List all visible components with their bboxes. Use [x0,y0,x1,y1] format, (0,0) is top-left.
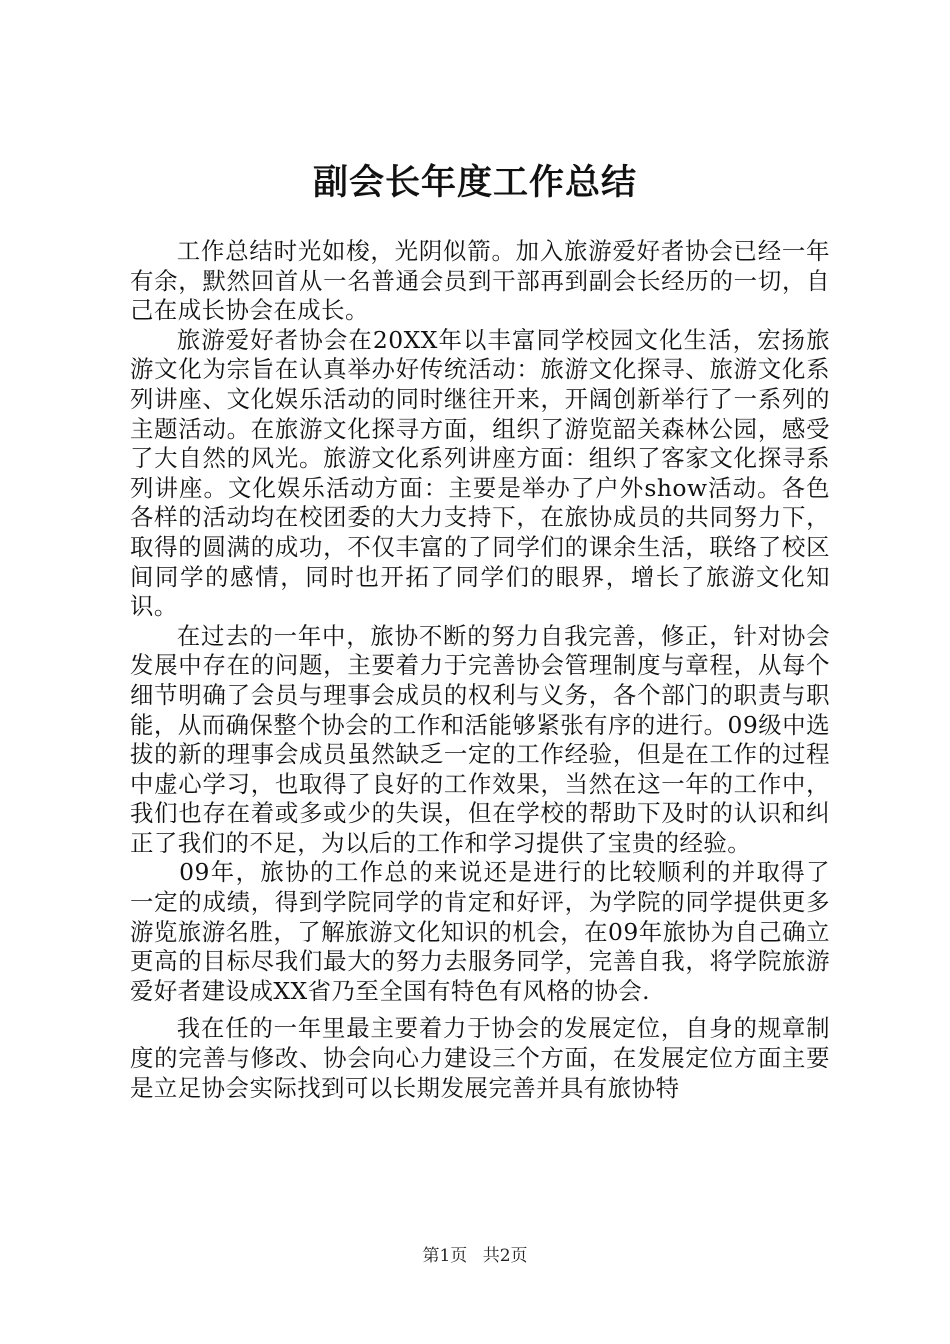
page-footer [0,1245,950,1267]
page-number: 第1页 [422,1246,468,1266]
paragraph-activities: 旅游爱好者协会在20XX年以丰富同学校园文化生活，宏扬旅游文化为宗旨在认真举办好传统活动：旅游文化探寻、旅游文化系列讲座、文化娱乐活动的同时继往开来，开阔创新举行了一系列的主题活动。在旅游文化探寻方面，组织了游览韶关森林公园，感受了大自然的风光。旅游文化系列讲座方面：组织了客家文化探寻系列讲座。文化娱乐活动方面：主要是举办了户外show活动。各色各样的活动均在校团委的大力支持下，在旅协成员的共同努力下，取得的圆满的成功，不仅丰富的了同学们的课余生活，联络了校区间同学的感情，同时也开拓了同学们的眼界，增长了旅游文化知识。 [130,325,830,621]
page-total: 共2页 [482,1246,528,1266]
document-body [130,237,830,1103]
paragraph-achievements: 09年，旅协的工作总的来说还是进行的比较顺利的并取得了一定的成绩，得到学院同学的肯定和好评，为学院的同学提供更多游览旅游名胜，了解旅游文化知识的机会，在09年旅协为自己确立更高的目标尽我们最大的努力去服务同学，完善自我，将学院旅游爱好者建设成XX省乃至全国有特色有风格的协会. [130,858,830,1005]
paragraph-improvement: 在过去的一年中，旅协不断的努力自我完善，修正，针对协会发展中存在的问题，主要着力于完善协会管理制度与章程，从每个细节明确了会员与理事会成员的权利与义务，各个部门的职责与职能，从而确保整个协会的工作和活能够紧张有序的进行。09级中选拔的新的理事会成员虽然缺乏一定的工作经验，但是在工作的过程中虚心学习，也取得了良好的工作效果，当然在这一年的工作中，我们也存在着或多或少的失误，但在学校的帮助下及时的认识和纠正了我们的不足，为以后的工作和学习提供了宝贵的经验。 [130,621,830,857]
document-title: 副会长年度工作总结 [312,162,637,203]
paragraph-personal-work: 我在任的一年里最主要着力于协会的发展定位，自身的规章制度的完善与修改、协会向心力建设三个方面，在发展定位方面主要是立足协会实际找到可以长期发展完善并具有旅协特 [130,1014,830,1102]
paragraph-intro: 工作总结时光如梭，光阴似箭。加入旅游爱好者协会已经一年有余，默然回首从一名普通会员到干部再到副会长经历的一切，自己在成长协会在成长。 [130,237,830,325]
